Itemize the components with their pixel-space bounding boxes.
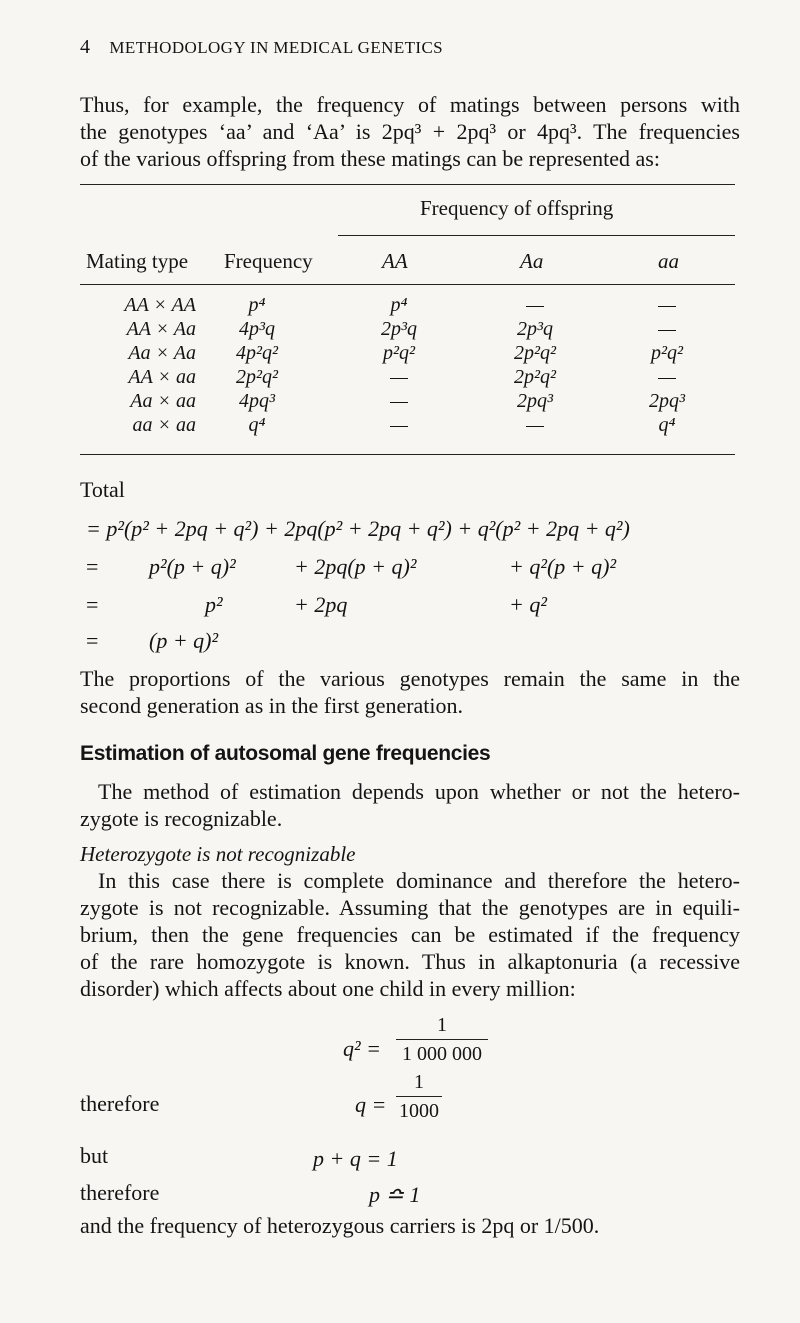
conclusion-line: and the frequency of heterozygous carriers is 2pq or 1/500.	[80, 1213, 600, 1238]
table-cell-aa: —	[658, 318, 676, 340]
q2-fraction	[396, 1014, 488, 1066]
header-bottom-rule	[80, 284, 735, 285]
table-bottom-rule	[80, 454, 735, 455]
eq2-term-2: + 2pq(p + q)²	[294, 554, 417, 579]
table-cell-mating: aa × aa	[132, 414, 196, 436]
table-cell-freq: 4p³q	[239, 318, 275, 340]
q-denominator: 1000	[399, 1100, 439, 1122]
table-cell-aa: —	[658, 366, 676, 388]
table-cell-freq: q⁴	[248, 414, 266, 436]
page-header	[80, 36, 443, 59]
q2-lhs: q² =	[343, 1036, 381, 1061]
eq4-term-1: (p + q)²	[149, 628, 219, 653]
table-cell-Aa: 2p²q²	[514, 342, 556, 364]
q-numerator: 1	[396, 1071, 442, 1097]
col-header-AA: AA	[382, 249, 408, 273]
table-cell-AA: —	[390, 366, 408, 388]
table-cell-Aa: 2p³q	[517, 318, 553, 340]
table-cell-mating: Aa × aa	[130, 390, 196, 412]
group-header-rule	[338, 235, 735, 236]
sub-line-3: brium, then the gene frequencies can be estimated if the frequency	[80, 922, 740, 947]
table-cell-aa: p²q²	[651, 342, 683, 364]
col-header-Aa: Aa	[520, 249, 544, 273]
table-cell-freq: 4p²q²	[236, 342, 278, 364]
table-cell-freq: p⁴	[248, 294, 266, 316]
approx-equation: p ≏ 1	[369, 1182, 421, 1207]
eq2-equals: =	[86, 554, 99, 579]
section-line-2: zygote is recognizable.	[80, 806, 283, 831]
therefore-label-2: therefore	[80, 1180, 160, 1205]
eq3-term-1: p²	[205, 592, 223, 617]
col-header-frequency: Frequency	[224, 249, 313, 273]
eq4-equals: =	[86, 628, 99, 653]
table-cell-aa: 2pq³	[649, 390, 685, 412]
group-header: Frequency of offspring	[420, 196, 614, 220]
intro-line-2: the genotypes ‘aa’ and ‘Aa’ is 2pq³ + 2pq³ or 4pq³. The frequencies	[80, 119, 740, 144]
q-lhs: q =	[355, 1092, 387, 1117]
sub-line-2: zygote is not recognizable. Assuming that the genotypes are in equili-	[80, 895, 740, 920]
table-cell-AA: 2p³q	[381, 318, 417, 340]
proportions-line-1: The proportions of the various genotypes remain the same in the	[80, 666, 740, 691]
section-line-1: The method of estimation depends upon whether or not the hetero-	[98, 779, 740, 804]
section-paragraph	[80, 778, 740, 832]
eq2-term-3: + q²(p + q)²	[509, 554, 617, 579]
sub-line-4: of the rare homozygote is known. Thus in alkaptonuria (a recessive	[80, 949, 740, 974]
sum-equation: p + q = 1	[313, 1146, 398, 1171]
table-cell-freq: 4pq³	[239, 390, 275, 412]
proportions-paragraph	[80, 665, 740, 719]
table-cell-AA: —	[390, 390, 408, 412]
eq3-term-2: + 2pq	[294, 592, 348, 617]
table-cell-mating: AA × aa	[128, 366, 196, 388]
table-top-rule	[80, 184, 735, 185]
q-fraction	[396, 1071, 442, 1123]
sub-line-1: In this case there is complete dominance and therefore the hetero-	[98, 868, 740, 893]
total-eq-1: = p²(p² + 2pq + q²) + 2pq(p² + 2pq + q²) + q²(p² + 2pq + q²)	[86, 516, 630, 541]
table-cell-AA: —	[390, 414, 408, 436]
subsection-heading: Heterozygote is not recognizable	[80, 842, 356, 866]
table-cell-mating: AA × Aa	[126, 318, 196, 340]
table-cell-AA: p²q²	[383, 342, 415, 364]
section-heading: Estimation of autosomal gene frequencies	[80, 742, 491, 765]
table-cell-AA: p⁴	[390, 294, 408, 316]
but-label: but	[80, 1143, 109, 1168]
intro-line-1: Thus, for example, the frequency of matings between persons with	[80, 92, 740, 117]
table-cell-aa: q⁴	[658, 414, 676, 436]
table-cell-Aa: —	[526, 294, 544, 316]
eq3-equals: =	[86, 592, 99, 617]
total-label: Total	[80, 477, 125, 502]
table-cell-freq: 2p²q²	[236, 366, 278, 388]
table-cell-mating: Aa × Aa	[128, 342, 196, 364]
therefore-label-1: therefore	[80, 1091, 160, 1116]
proportions-line-2: second generation as in the first generation.	[80, 693, 464, 718]
eq2-term-1: p²(p + q)²	[149, 554, 236, 579]
table-cell-mating: AA × AA	[124, 294, 196, 316]
table-cell-Aa: —	[526, 414, 544, 436]
eq3-term-3: + q²	[509, 592, 547, 617]
intro-paragraph	[80, 91, 740, 172]
page-number: 4	[80, 36, 91, 58]
running-title: METHODOLOGY IN MEDICAL GENETICS	[109, 38, 444, 57]
col-header-aa: aa	[658, 249, 679, 273]
col-header-mating-type: Mating type	[86, 249, 189, 273]
q2-denominator: 1 000 000	[402, 1043, 482, 1065]
subsection-paragraph	[80, 867, 740, 1002]
q2-numerator: 1	[396, 1014, 488, 1040]
table-cell-aa: —	[658, 294, 676, 316]
sub-line-5: disorder) which affects about one child in every million:	[80, 976, 576, 1001]
intro-line-3: of the various offspring from these matings can be represented as:	[80, 146, 660, 171]
table-cell-Aa: 2p²q²	[514, 366, 556, 388]
table-cell-Aa: 2pq³	[517, 390, 553, 412]
